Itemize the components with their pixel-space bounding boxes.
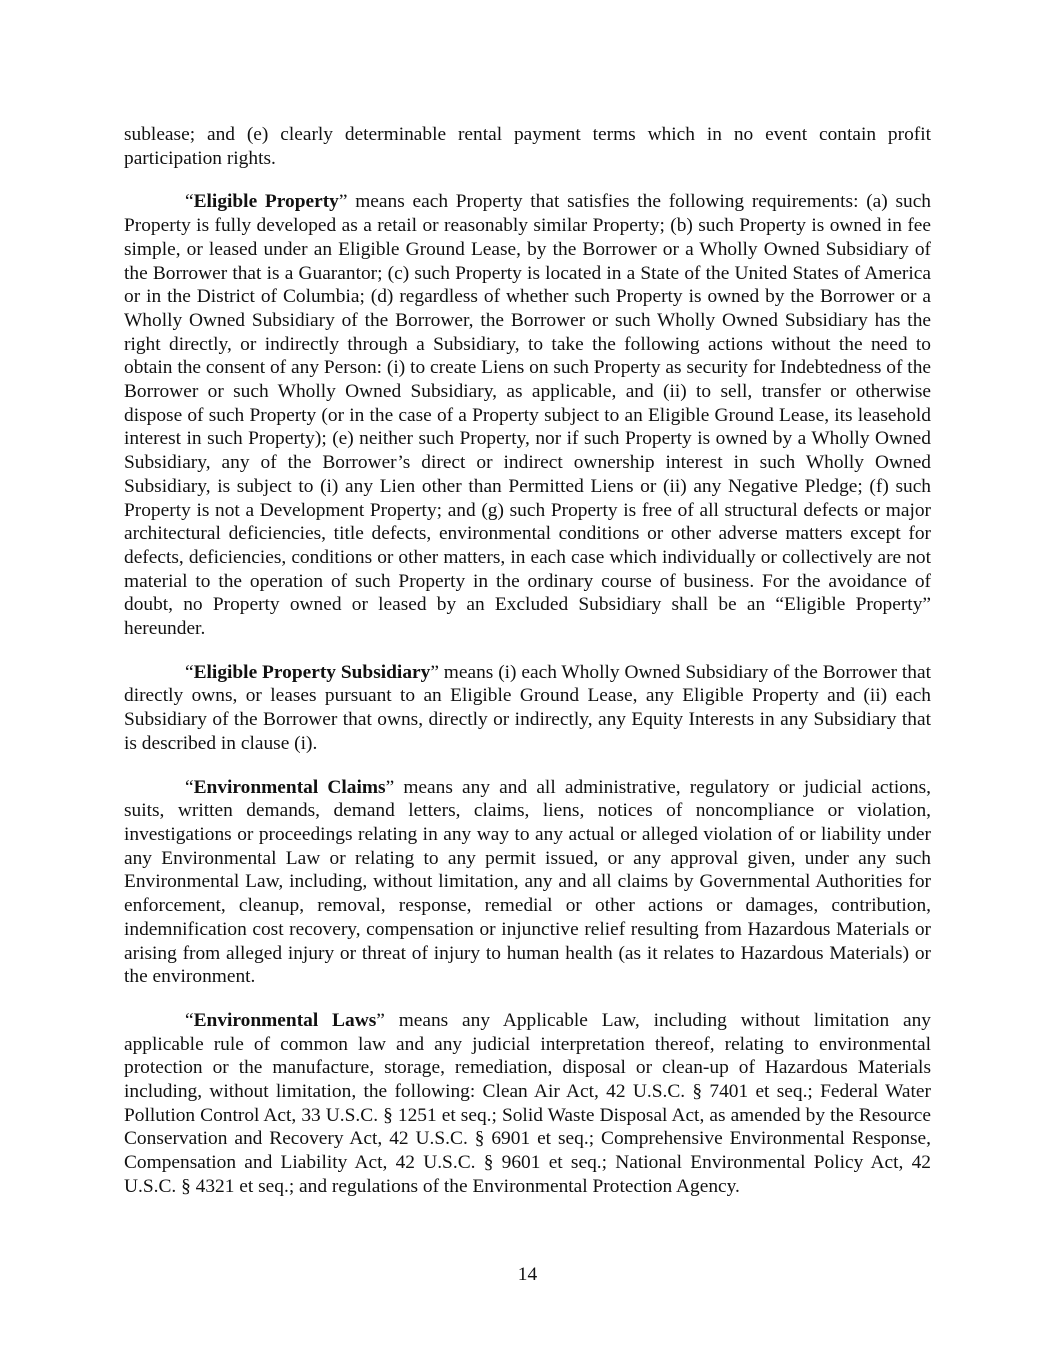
open-quote: “ <box>185 1009 194 1031</box>
definition-eligible-property <box>124 190 931 640</box>
open-quote: “ <box>185 191 194 213</box>
paragraph-continuation <box>124 123 931 170</box>
defined-term: Environmental Claims <box>193 776 386 798</box>
document-page <box>124 123 931 1219</box>
open-quote: “ <box>185 661 194 683</box>
definition-text: means each Property that satisfies the following requirements: (a) such Property is fully developed as a retail or reasonably similar Property; (b) such Property is owned in fee simple, or leased under an Eligible Ground Lease, by the Borrower or a Wholly Owned Subsidiary of the Borrower that is a Guarantor; (c) such Property is located in a State of the United States of America or in the District of Columbia; (d) regardless of whether such Property is owned by the Borrower or a Wholly Owned Subsidiary of the Borrower, the Borrower or such Wholly Owned Subsidiary has the right directly, or indirectly through a Subsidiary, to take the following actions without the need to obtain the consent of any Person: (i) to create Liens on such Property as security for Indebtedness of the Borrower or such Wholly Owned Subsidiary, as applicable, and (ii) to sell, transfer or otherwise dispose of such Property (or in the case of a Property subject to an Eligible Ground Lease, its leasehold interest in such Property); (e) neither such Property, nor if such Property is owned by a Wholly Owned Subsidiary, any of the Borrower’s direct or indirect ownership interest in such Wholly Owned Subsidiary, is subject to (i) any Lien other than Permitted Liens or (ii) any Negative Pledge; (f) such Property is not a Development Property; and (g) such Property is free of all structural defects or major architectural deficiencies, title defects, environmental conditions or other adverse matters except for defects, deficiencies, conditions or other matters, in each case which individually or collectively are not material to the operation of such Property in the ordinary course of business. For the avoidance of doubt, no Property owned or leased by an Excluded Subsidiary shall be an “Eligible Property” hereunder. <box>124 191 931 640</box>
definition-eligible-property-subsidiary <box>124 661 931 756</box>
definition-text: means any Applicable Law, including without limitation any applicable rule of common law and any judicial interpretation thereof, relating to environmental protection or the manufacture, storage, remediation, disposal or clean-up of Hazardous Materials including, without limitation, the following: Clean Air Act, 42 U.S.C. § 7401 et seq.; Federal Water Pollution Control Act, 33 U.S.C. § 1251 et seq.; Solid Waste Disposal Act, as amended by the Resource Conservation and Recovery Act, 42 U.S.C. § 6901 et seq.; Comprehensive Environmental Response, Compensation and Liability Act, 42 U.S.C. § 9601 et seq.; National Environmental Policy Act, 42 U.S.C. § 4321 et seq.; and regulations of the Environmental Protection Agency. <box>124 1009 931 1197</box>
close-quote: ” <box>430 661 439 683</box>
paragraph-text: sublease; and (e) clearly determinable rental payment terms which in no event contain profit participation rights. <box>124 124 931 169</box>
close-quote: ” <box>385 776 395 798</box>
close-quote: ” <box>376 1009 385 1031</box>
open-quote: “ <box>185 776 194 798</box>
defined-term: Eligible Property Subsidiary <box>193 661 431 683</box>
defined-term: Environmental Laws <box>193 1009 377 1031</box>
close-quote: ” <box>338 191 348 213</box>
definition-environmental-laws <box>124 1009 931 1199</box>
definition-text: means (i) each Wholly Owned Subsidiary of the Borrower that directly owns, or leases pursuant to an Eligible Ground Lease, any Eligible Property and (ii) each Subsidiary of the Borrower that owns, directly or indirectly, any Equity Interests in any Subsidiary that is described in clause (i). <box>124 661 931 754</box>
defined-term: Eligible Property <box>193 191 339 213</box>
definition-environmental-claims <box>124 776 931 989</box>
definition-text: means any and all administrative, regulatory or judicial actions, suits, written demands, demand letters, claims, liens, notices of noncompliance or violation, investigations or proceedings relating in any way to any actual or alleged violation of or liability under any Environmental Law or relating to any permit issued, or any approval given, under any such Environmental Law, including, without limitation, any and all claims by Governmental Authorities for enforcement, cleanup, removal, response, remedial or other actions or damages, contribution, indemnification cost recovery, compensation or injunctive relief resulting from Hazardous Materials or arising from alleged injury or threat of injury to human health (as it relates to Hazardous Materials) or the environment. <box>124 776 932 988</box>
page-number: 14 <box>517 1264 538 1285</box>
